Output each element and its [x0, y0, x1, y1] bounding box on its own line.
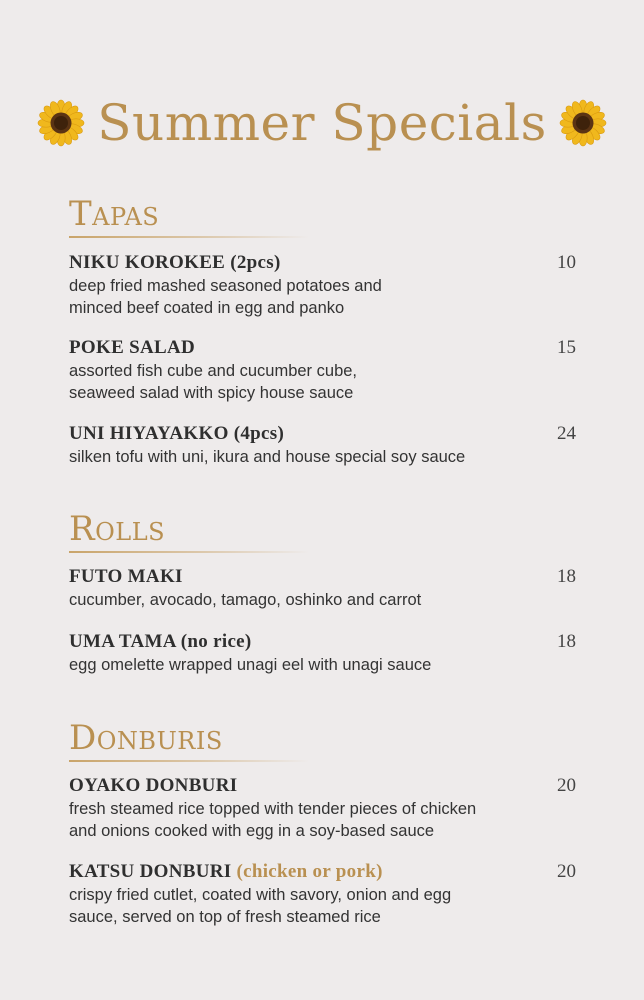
section-divider	[69, 236, 309, 238]
section-divider	[69, 551, 309, 553]
item-name: UNI HIYAYAKKO	[69, 423, 229, 444]
item-note: (4pcs)	[233, 423, 285, 444]
item-price: 24	[557, 423, 576, 444]
item-price: 15	[557, 337, 576, 358]
menu-item	[69, 337, 576, 404]
item-name: NIKU KOROKEE	[69, 252, 226, 273]
menu-item	[69, 861, 576, 928]
section-title: Tapas	[69, 194, 160, 234]
section-donburis	[69, 717, 576, 762]
item-name: FUTO MAKI	[69, 566, 183, 587]
sunflower-icon	[559, 99, 607, 147]
item-name: KATSU DONBURI	[69, 861, 232, 882]
item-price: 20	[557, 775, 576, 796]
item-description: assorted fish cube and cucumber cube, seaweed salad with spicy house sauce	[69, 362, 358, 402]
section-rolls	[69, 508, 576, 553]
sunflower-icon	[37, 99, 85, 147]
item-description: cucumber, avocado, tamago, oshinko and carrot	[69, 591, 422, 609]
section-title: Rolls	[69, 509, 166, 549]
section-tapas	[69, 193, 576, 238]
menu-item	[69, 252, 576, 319]
item-price: 18	[557, 566, 576, 587]
item-price: 10	[557, 252, 576, 273]
item-description: fresh steamed rice topped with tender pieces of chicken and onions cooked with egg in a soy-based sauce	[69, 800, 477, 840]
menu-item	[69, 566, 576, 611]
item-note: (no rice)	[180, 631, 252, 652]
menu-header	[0, 88, 644, 158]
item-note: (chicken or pork)	[236, 861, 383, 882]
item-description: deep fried mashed seasoned potatoes and minced beef coated in egg and panko	[69, 277, 382, 317]
item-description: silken tofu with uni, ikura and house special soy sauce	[69, 448, 466, 466]
item-name: POKE SALAD	[69, 337, 195, 358]
menu-item	[69, 775, 576, 842]
item-description: egg omelette wrapped unagi eel with unagi sauce	[69, 656, 432, 674]
item-price: 20	[557, 861, 576, 882]
section-divider	[69, 760, 309, 762]
item-description: crispy fried cutlet, coated with savory, onion and egg sauce, served on top of fresh steamed rice	[69, 886, 452, 926]
menu-item	[69, 423, 576, 468]
item-note: (2pcs)	[230, 252, 281, 273]
item-name: UMA TAMA	[69, 631, 176, 652]
item-price: 18	[557, 631, 576, 652]
section-title: Donburis	[69, 718, 223, 758]
page-title: Summer Specials	[97, 94, 547, 152]
menu-item	[69, 631, 576, 676]
item-name: OYAKO DONBURI	[69, 775, 238, 796]
